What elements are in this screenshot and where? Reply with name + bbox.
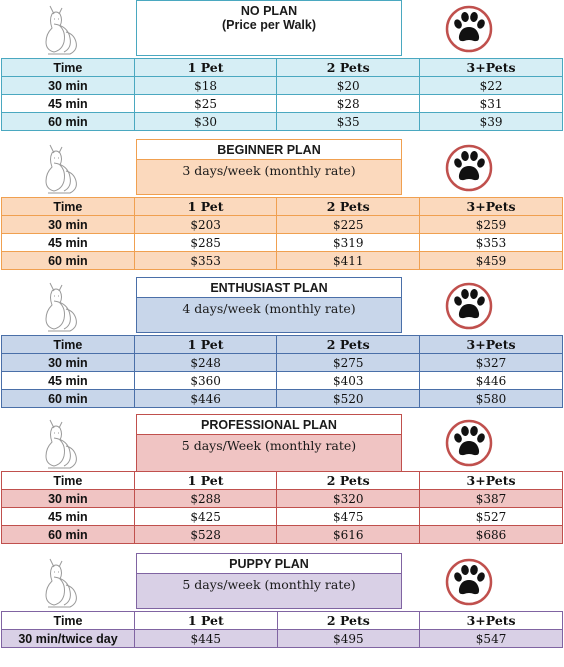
plan-subtitle: 3 days/week (monthly rate): [182, 163, 356, 178]
header-1-pet: 1 Pet: [134, 59, 277, 77]
price-cell: $35: [277, 113, 420, 131]
cat-sketch-logo-icon: [40, 416, 84, 470]
price-cell: $495: [277, 630, 420, 648]
time-cell: 60 min: [2, 390, 135, 408]
price-cell: $30: [134, 113, 277, 131]
table-row: [2, 113, 563, 131]
price-cell: $520: [277, 390, 420, 408]
plan-subtitle: (Price per Walk): [221, 18, 316, 32]
plan-header: [0, 139, 564, 199]
header-1-pet: 1 Pet: [135, 612, 278, 630]
plan-professional: [0, 414, 564, 542]
price-cell: $446: [420, 372, 563, 390]
table-row: [2, 252, 563, 270]
price-cell: $527: [420, 508, 563, 526]
header-time: Time: [2, 198, 135, 216]
plan-title-box: [136, 553, 402, 609]
plan-enthusiast: [0, 277, 564, 406]
header-3-plus-pets: 3+Pets: [420, 612, 563, 630]
plan-title: ENTHUSIAST PLAN: [137, 278, 401, 297]
price-cell: $686: [420, 526, 563, 544]
table-row: [2, 490, 563, 508]
price-cell: $18: [134, 77, 277, 95]
price-cell: $259: [420, 216, 563, 234]
plan-header: [0, 553, 564, 613]
paw-print-icon: [444, 4, 494, 54]
plan-beginner: [0, 139, 564, 268]
price-cell: $248: [134, 354, 277, 372]
price-cell: $387: [420, 490, 563, 508]
header-2-pets: 2 Pets: [277, 59, 420, 77]
plan-title: PROFESSIONAL PLAN: [137, 415, 401, 434]
plan-subtitle: 4 days/week (monthly rate): [182, 301, 356, 316]
price-cell: $20: [277, 77, 420, 95]
plan-title: PUPPY PLAN: [137, 554, 401, 573]
header-time: Time: [2, 336, 135, 354]
plan-title-box: [136, 0, 402, 56]
price-cell: $203: [134, 216, 277, 234]
table-row: [2, 508, 563, 526]
price-cell: $327: [420, 354, 563, 372]
table-row: [2, 234, 563, 252]
plan-title-box: [136, 277, 402, 333]
price-table: [1, 197, 563, 270]
table-row: [2, 77, 563, 95]
header-2-pets: 2 Pets: [277, 612, 420, 630]
price-cell: $285: [134, 234, 277, 252]
price-cell: $411: [277, 252, 420, 270]
price-table: [1, 611, 563, 648]
table-header-row: [2, 198, 563, 216]
price-cell: $28: [277, 95, 420, 113]
header-3-plus-pets: 3+Pets: [420, 198, 563, 216]
price-cell: $275: [277, 354, 420, 372]
header-1-pet: 1 Pet: [134, 336, 277, 354]
time-cell: 45 min: [2, 95, 135, 113]
header-time: Time: [2, 612, 135, 630]
time-cell: 30 min: [2, 490, 135, 508]
paw-print-icon: [444, 557, 494, 607]
price-cell: $459: [420, 252, 563, 270]
plan-header: [0, 0, 564, 60]
time-cell: 45 min: [2, 508, 135, 526]
paw-print-icon: [444, 143, 494, 193]
table-row: [2, 390, 563, 408]
price-cell: $225: [277, 216, 420, 234]
table-header-row: [2, 472, 563, 490]
paw-print-icon: [444, 281, 494, 331]
table-header-row: [2, 612, 563, 630]
table-row: [2, 630, 563, 648]
price-cell: $547: [420, 630, 563, 648]
price-table: [1, 335, 563, 408]
plan-title: BEGINNER PLAN: [137, 140, 401, 159]
table-row: [2, 526, 563, 544]
price-cell: $528: [134, 526, 277, 544]
plan-header: [0, 414, 564, 474]
table-row: [2, 95, 563, 113]
price-cell: $288: [134, 490, 277, 508]
header-time: Time: [2, 59, 135, 77]
time-cell: 30 min/twice day: [2, 630, 135, 648]
header-3-plus-pets: 3+Pets: [420, 472, 563, 490]
cat-sketch-logo-icon: [40, 2, 84, 56]
price-table: [1, 58, 563, 131]
time-cell: 60 min: [2, 113, 135, 131]
cat-sketch-logo-icon: [40, 141, 84, 195]
time-cell: 45 min: [2, 234, 135, 252]
price-cell: $475: [277, 508, 420, 526]
price-cell: $39: [420, 113, 563, 131]
time-cell: 30 min: [2, 354, 135, 372]
header-1-pet: 1 Pet: [134, 472, 277, 490]
plan-title-box: [136, 414, 402, 472]
price-cell: $320: [277, 490, 420, 508]
time-cell: 30 min: [2, 77, 135, 95]
price-cell: $360: [134, 372, 277, 390]
header-1-pet: 1 Pet: [134, 198, 277, 216]
table-row: [2, 216, 563, 234]
price-cell: $353: [420, 234, 563, 252]
header-2-pets: 2 Pets: [277, 472, 420, 490]
table-row: [2, 372, 563, 390]
price-cell: $353: [134, 252, 277, 270]
price-cell: $22: [420, 77, 563, 95]
time-cell: 60 min: [2, 252, 135, 270]
plan-title-box: [136, 139, 402, 195]
price-cell: $425: [134, 508, 277, 526]
paw-print-icon: [444, 418, 494, 468]
plan-subtitle: 5 days/Week (monthly rate): [181, 438, 357, 453]
price-cell: $580: [420, 390, 563, 408]
header-3-plus-pets: 3+Pets: [420, 336, 563, 354]
price-cell: $445: [135, 630, 278, 648]
header-time: Time: [2, 472, 135, 490]
plan-no-plan: [0, 0, 564, 129]
plan-subtitle: 5 days/week (monthly rate): [182, 577, 356, 592]
time-cell: 60 min: [2, 526, 135, 544]
plan-puppy: [0, 553, 564, 646]
header-3-plus-pets: 3+Pets: [420, 59, 563, 77]
cat-sketch-logo-icon: [40, 555, 84, 609]
price-cell: $319: [277, 234, 420, 252]
plan-title: NO PLAN: [240, 4, 298, 18]
price-table: [1, 471, 563, 544]
cat-sketch-logo-icon: [40, 279, 84, 333]
price-cell: $616: [277, 526, 420, 544]
time-cell: 45 min: [2, 372, 135, 390]
header-2-pets: 2 Pets: [277, 336, 420, 354]
table-row: [2, 354, 563, 372]
price-cell: $446: [134, 390, 277, 408]
time-cell: 30 min: [2, 216, 135, 234]
header-2-pets: 2 Pets: [277, 198, 420, 216]
price-cell: $25: [134, 95, 277, 113]
plan-header: [0, 277, 564, 337]
price-cell: $31: [420, 95, 563, 113]
price-cell: $403: [277, 372, 420, 390]
table-header-row: [2, 336, 563, 354]
table-header-row: [2, 59, 563, 77]
